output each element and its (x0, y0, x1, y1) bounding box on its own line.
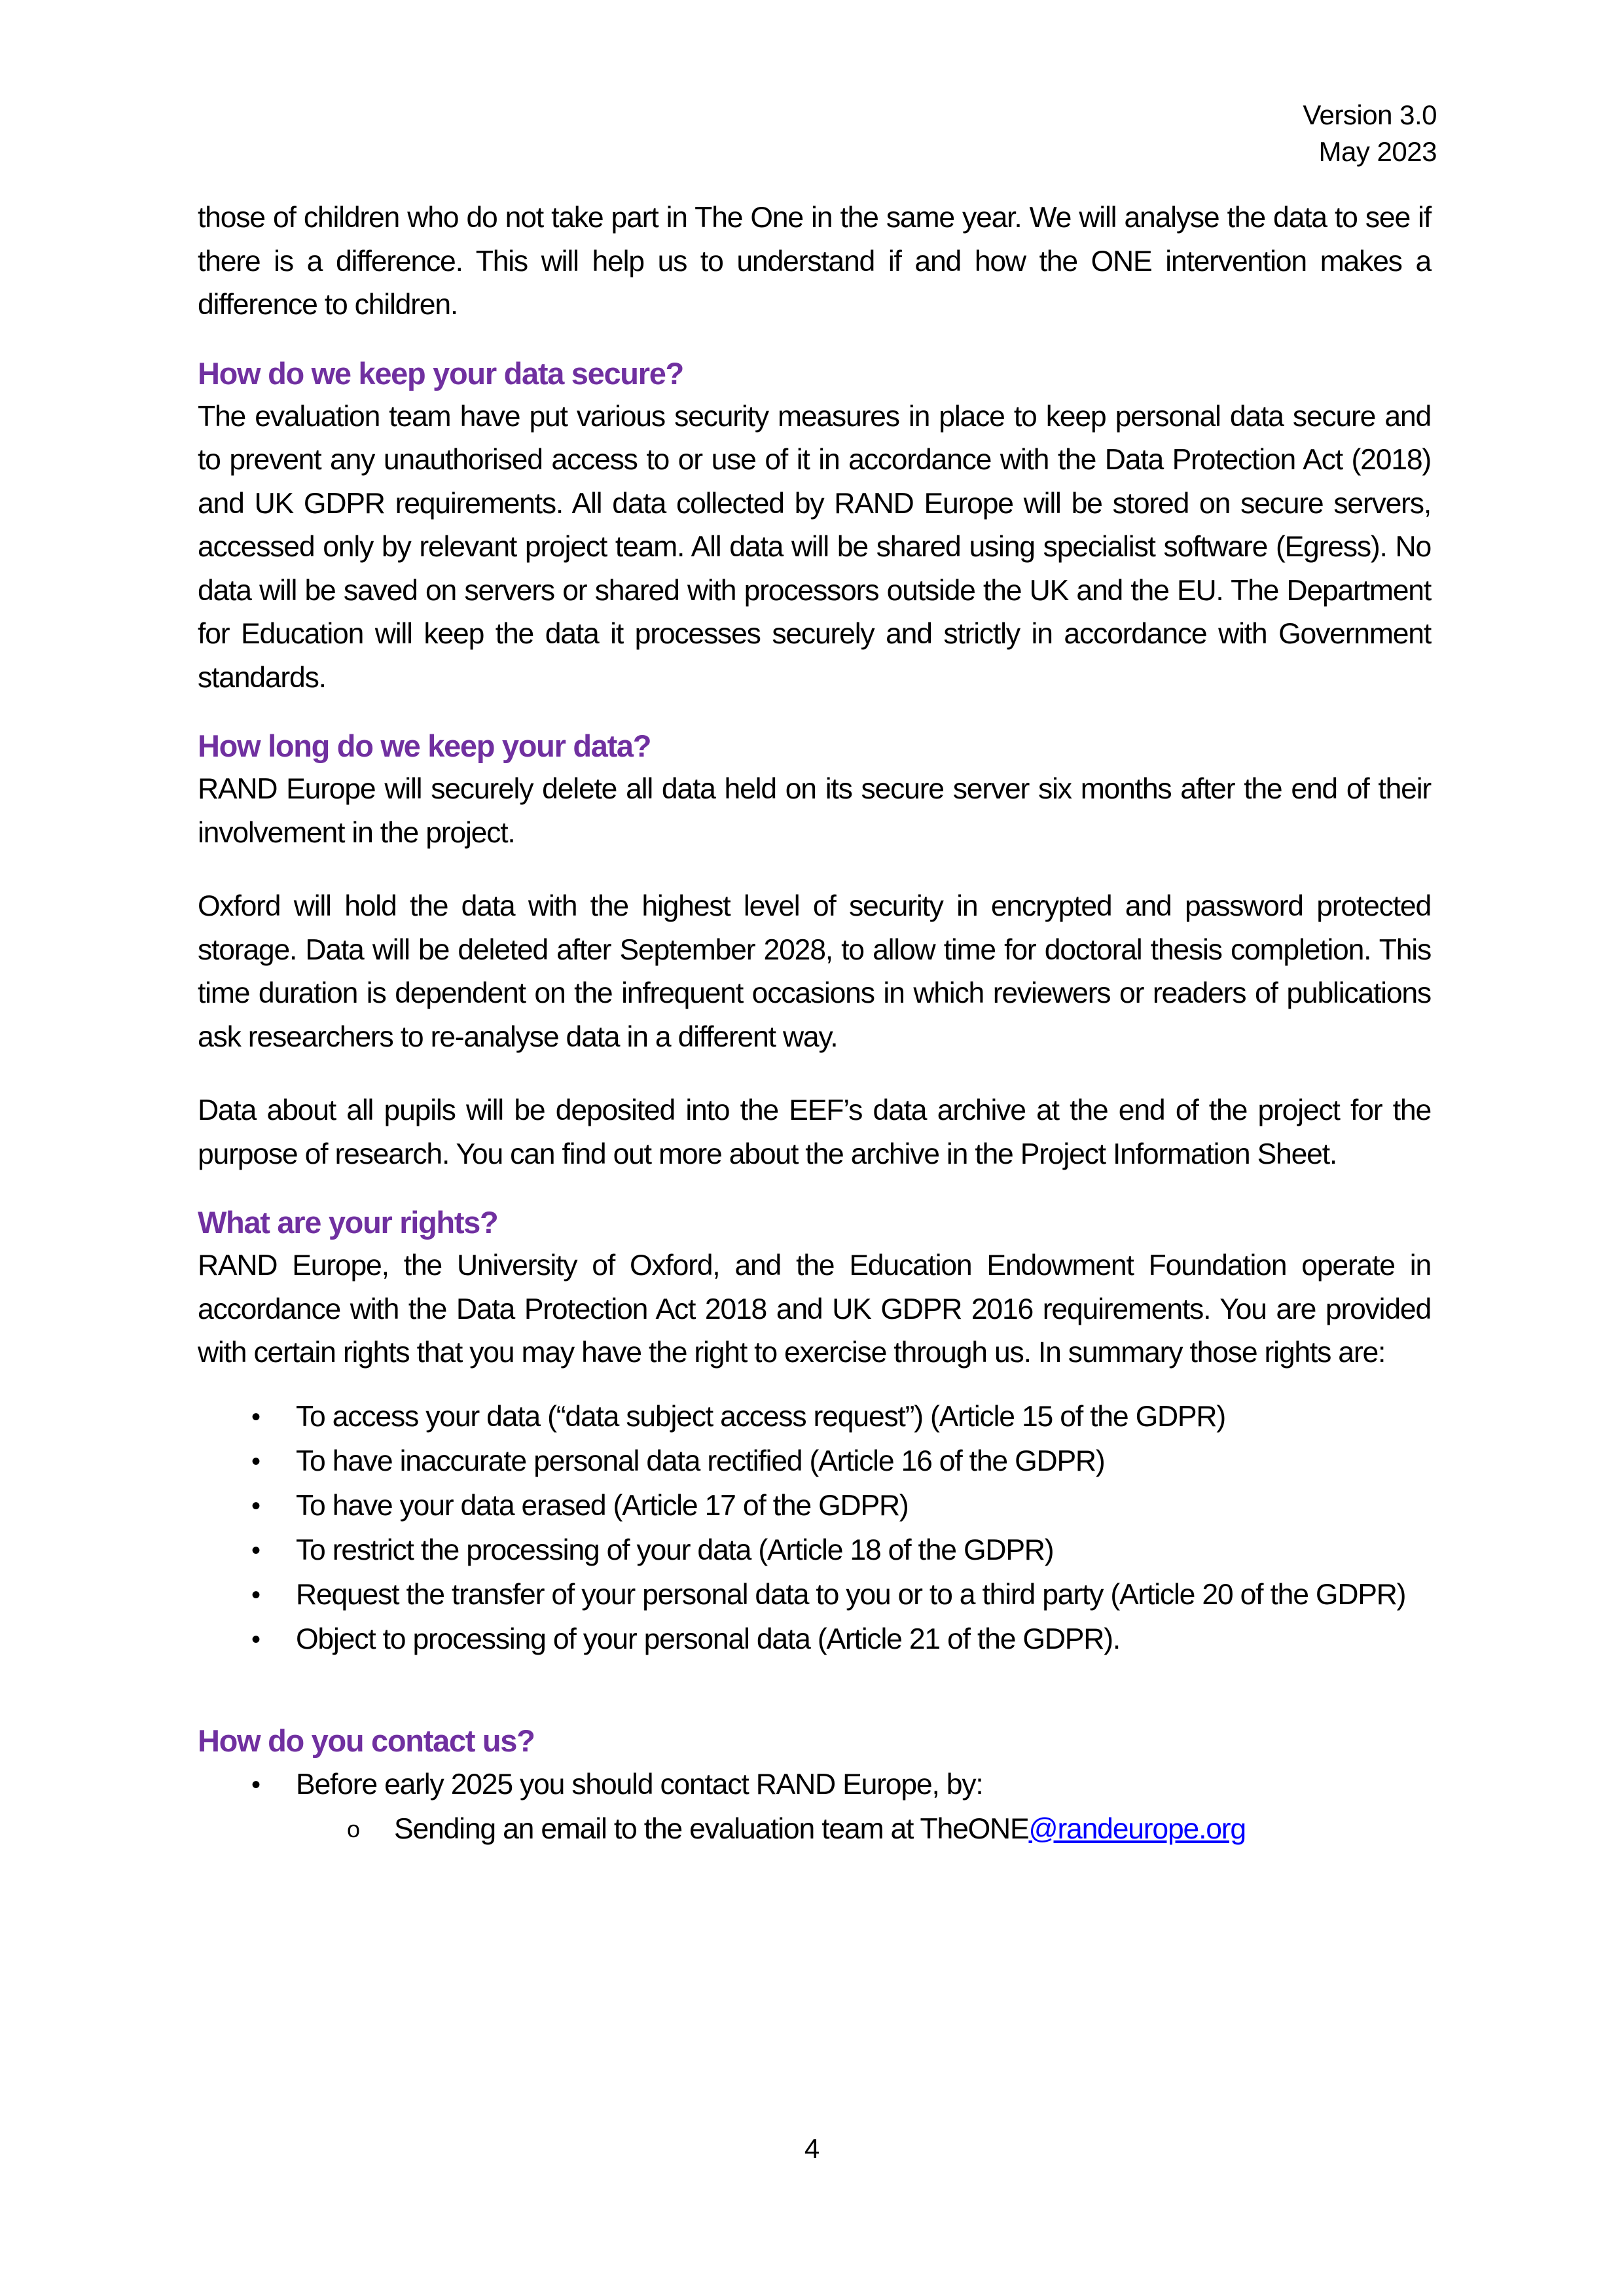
retention-paragraph-rand: RAND Europe will securely delete all data held on its secure server six months after the end of their involvement in the project. (198, 773, 1431, 849)
page-content (198, 196, 1431, 1852)
heading-data-secure: How do we keep your data secure? (198, 355, 683, 391)
heading-your-rights: What are your rights? (198, 1205, 498, 1240)
email-link[interactable]: @randeurope.org (1028, 1812, 1246, 1845)
date-label: May 2023 (1318, 136, 1437, 167)
bullet-icon: • (251, 1535, 260, 1565)
bullet-icon: • (251, 1402, 260, 1431)
heading-contact-us: How do you contact us? (198, 1723, 535, 1758)
list-item: • To restrict the processing of your data (Article 18 of the GDPR) (198, 1528, 1431, 1573)
bullet-icon: • (251, 1446, 260, 1476)
list-item: • Request the transfer of your personal data to you or to a third party (Article 20 of the GDPR) (198, 1573, 1431, 1617)
rights-paragraph: RAND Europe, the University of Oxford, and the Education Endowment Foundation operate in accordance with the Data Protection Act 2018 and UK GDPR 2016 requirements. You are provided with certain rights that you may have the right to exercise through us. In summary those rights are: (198, 1249, 1431, 1369)
hollow-bullet-icon: o (347, 1815, 359, 1842)
contact-list (198, 1763, 1431, 1807)
version-label: Version 3.0 (1303, 99, 1437, 130)
secure-paragraph: The evaluation team have put various security measures in place to keep personal data secure and to prevent any unauthorised access to or use of it in accordance with the Data Protection Act (2018) and UK GDPR requirements. All data collected by RAND Europe will be stored on secure servers, accessed only by relevant project team. All data will be shared using specialist software (Egress). No data will be saved on servers or shared with processors outside the UK and the EU. The Department for Education will keep the data it processes securely and strictly in accordance with Government standards. (198, 400, 1431, 694)
bullet-icon: • (251, 1580, 260, 1609)
list-item: • Object to processing of your personal data (Article 21 of the GDPR). (198, 1617, 1431, 1662)
list-item: o Sending an email to the evaluation team at TheONE@randeurope.org (198, 1807, 1431, 1852)
bullet-icon: • (251, 1491, 260, 1520)
list-item: • To have inaccurate personal data rectified (Article 16 of the GDPR) (198, 1439, 1431, 1484)
list-item: • Before early 2025 you should contact RAND Europe, by: (198, 1763, 1431, 1807)
rights-list (198, 1395, 1431, 1662)
intro-paragraph: those of children who do not take part in The One in the same year. We will analyse the data to see if there is a difference. This will help us to understand if and how the ONE intervention makes a difference to children. (198, 202, 1431, 321)
bullet-icon: • (251, 1770, 260, 1799)
page-header (1303, 97, 1437, 170)
contact-sublist (198, 1807, 1431, 1852)
retention-paragraph-eef: Data about all pupils will be deposited into the EEF’s data archive at the end of the project for the purpose of research. You can find out more about the archive in the Project Information Sheet. (198, 1094, 1431, 1170)
retention-paragraph-oxford: Oxford will hold the data with the highest level of security in encrypted and password protected storage. Data will be deleted after September 2028, to allow time for doctoral thesis completion. This time duration is dependent on the infrequent occasions in which reviewers or readers of publications ask researchers to re-analyse data in a different way. (198, 890, 1431, 1053)
page-number: 4 (804, 2133, 820, 2164)
heading-data-retention: How long do we keep your data? (198, 728, 651, 763)
list-item: • To access your data (“data subject access request”) (Article 15 of the GDPR) (198, 1395, 1431, 1439)
list-item: • To have your data erased (Article 17 of the GDPR) (198, 1484, 1431, 1528)
bullet-icon: • (251, 1624, 260, 1654)
